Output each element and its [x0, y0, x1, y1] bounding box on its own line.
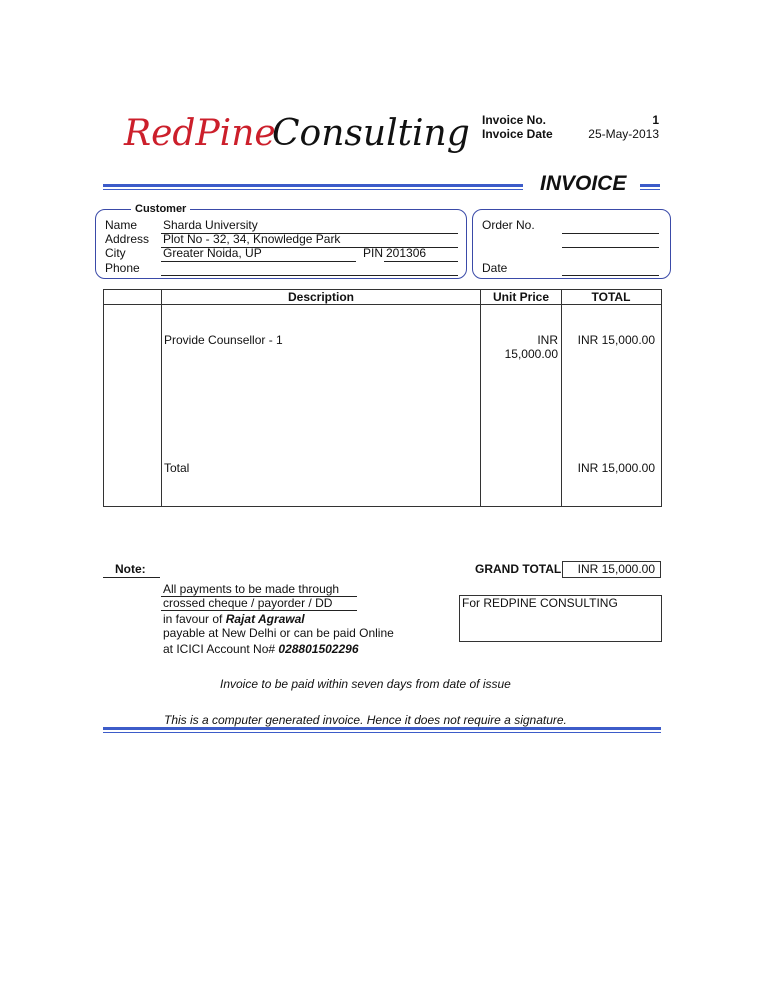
address-value: Plot No - 32, 34, Knowledge Park: [163, 232, 341, 246]
address-label: Address: [105, 232, 150, 246]
order-no-label: Order No.: [482, 218, 535, 232]
footer-rule-thin: [103, 732, 661, 733]
city-underline: [161, 261, 356, 262]
note-line-1: All payments to be made through: [163, 582, 340, 596]
header-description: Description: [287, 290, 354, 304]
grand-total-label: GRAND TOTAL: [475, 562, 562, 576]
table-total-value: INR 15,000.00: [577, 461, 655, 475]
order-date-underline: [562, 275, 659, 276]
invoice-date-label: Invoice Date: [482, 127, 553, 141]
title-rule-right-thin: [640, 189, 660, 190]
note-line-3-prefix: in favour of: [163, 612, 223, 626]
phone-label: Phone: [105, 261, 140, 275]
name-value: Sharda University: [163, 218, 258, 232]
order-no-underline: [562, 233, 659, 234]
signature-for-label: For REDPINE CONSULTING: [462, 596, 618, 610]
payment-terms: Invoice to be paid within seven days from date of issue: [220, 677, 511, 691]
customer-section-label: Customer: [131, 203, 190, 215]
note-line-2-underline: [161, 610, 357, 611]
city-label: City: [105, 246, 126, 260]
item-description: Provide Counsellor - 1: [164, 333, 283, 347]
table-col-divider-3: [561, 289, 562, 506]
computer-generated-note: This is a computer generated invoice. Hence it does not require a signature.: [164, 713, 567, 727]
invoice-no-label: Invoice No.: [482, 113, 547, 127]
pin-label: PIN: [363, 246, 384, 260]
item-unit-price: INR 15,000.00: [504, 333, 558, 361]
header-unit-price: Unit Price: [492, 290, 549, 304]
item-total: INR 15,000.00: [577, 333, 655, 347]
note-line-5-prefix: at ICICI Account No#: [163, 642, 276, 656]
note-line-2: crossed cheque / payorder / DD: [163, 596, 333, 610]
table-header-divider: [103, 304, 661, 305]
table-total-label: Total: [164, 461, 190, 475]
title-rule-right: [640, 184, 660, 187]
note-underline: [103, 577, 160, 578]
payee-name: Rajat Agrawal: [225, 612, 305, 626]
pin-underline: [384, 261, 458, 262]
title-rule-left: [103, 184, 523, 187]
note-label: Note:: [115, 562, 146, 576]
name-label: Name: [105, 218, 138, 232]
invoice-title: INVOICE: [540, 172, 627, 195]
account-number: 028801502296: [278, 642, 359, 656]
logo-text-consulting: Consulting: [272, 113, 470, 154]
order-date-label: Date: [482, 261, 508, 275]
table-col-divider-2: [480, 289, 481, 506]
footer-rule: [103, 727, 661, 730]
pin-value: 201306: [386, 246, 427, 260]
company-logo: [118, 100, 470, 170]
table-col-divider-1: [161, 289, 162, 506]
note-line-4: payable at New Delhi or can be paid Online: [163, 626, 394, 640]
invoice-date-value: 25-May-2013: [588, 127, 659, 141]
invoice-no-value: 1: [652, 113, 659, 127]
logo-text-redpine: RedPine: [124, 113, 276, 154]
order-extra-underline: [562, 247, 659, 248]
title-rule-left-thin: [103, 189, 523, 190]
phone-underline: [161, 275, 458, 276]
header-total: TOTAL: [591, 290, 631, 304]
grand-total-value: INR 15,000.00: [577, 562, 655, 576]
city-value: Greater Noida, UP: [163, 246, 262, 260]
